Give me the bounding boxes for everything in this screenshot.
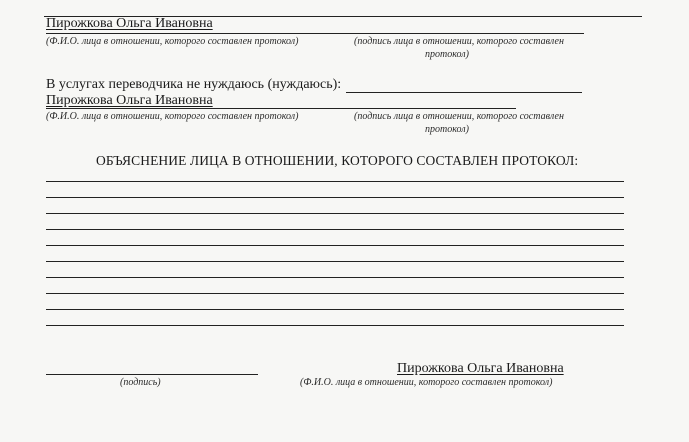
interpreter-name-line bbox=[46, 108, 516, 109]
interpreter-caption-sign-2: протокол) bbox=[425, 124, 469, 135]
explanation-line bbox=[46, 309, 624, 310]
explanation-line bbox=[46, 197, 624, 198]
explanation-heading: ОБЪЯСНЕНИЕ ЛИЦА В ОТНОШЕНИИ, КОТОРОГО СОСТАВЛЕН ПРОТОКОЛ: bbox=[96, 153, 579, 168]
interpreter-statement: В услугах переводчика не нуждаюсь (нуждаюсь): bbox=[46, 77, 342, 92]
top-person-name: Пирожкова Ольга Ивановна bbox=[46, 16, 213, 31]
bottom-caption-fio: (Ф.И.О. лица в отношении, которого составлен протокол) bbox=[300, 377, 553, 388]
explanation-line bbox=[46, 181, 624, 182]
bottom-caption-sign: (подпись) bbox=[120, 377, 161, 388]
explanation-line bbox=[46, 293, 624, 294]
explanation-line bbox=[46, 277, 624, 278]
bottom-sign-line bbox=[46, 374, 258, 375]
interpreter-answer-line bbox=[346, 92, 582, 93]
bottom-person-name: Пирожкова Ольга Ивановна bbox=[397, 361, 564, 376]
explanation-line bbox=[46, 261, 624, 262]
interpreter-person-name: Пирожкова Ольга Ивановна bbox=[46, 93, 213, 108]
interpreter-caption-sign-1: (подпись лица в отношении, которого составлен bbox=[354, 111, 564, 122]
explanation-line bbox=[46, 245, 624, 246]
explanation-line bbox=[46, 325, 624, 326]
top-caption-sign-2: протокол) bbox=[425, 49, 469, 60]
top-name-line bbox=[46, 33, 584, 34]
explanation-line bbox=[46, 213, 624, 214]
top-caption-fio: (Ф.И.О. лица в отношении, которого составлен протокол) bbox=[46, 36, 299, 47]
explanation-line bbox=[46, 229, 624, 230]
top-caption-sign-1: (подпись лица в отношении, которого составлен bbox=[354, 36, 564, 47]
interpreter-caption-fio: (Ф.И.О. лица в отношении, которого составлен протокол) bbox=[46, 111, 299, 122]
